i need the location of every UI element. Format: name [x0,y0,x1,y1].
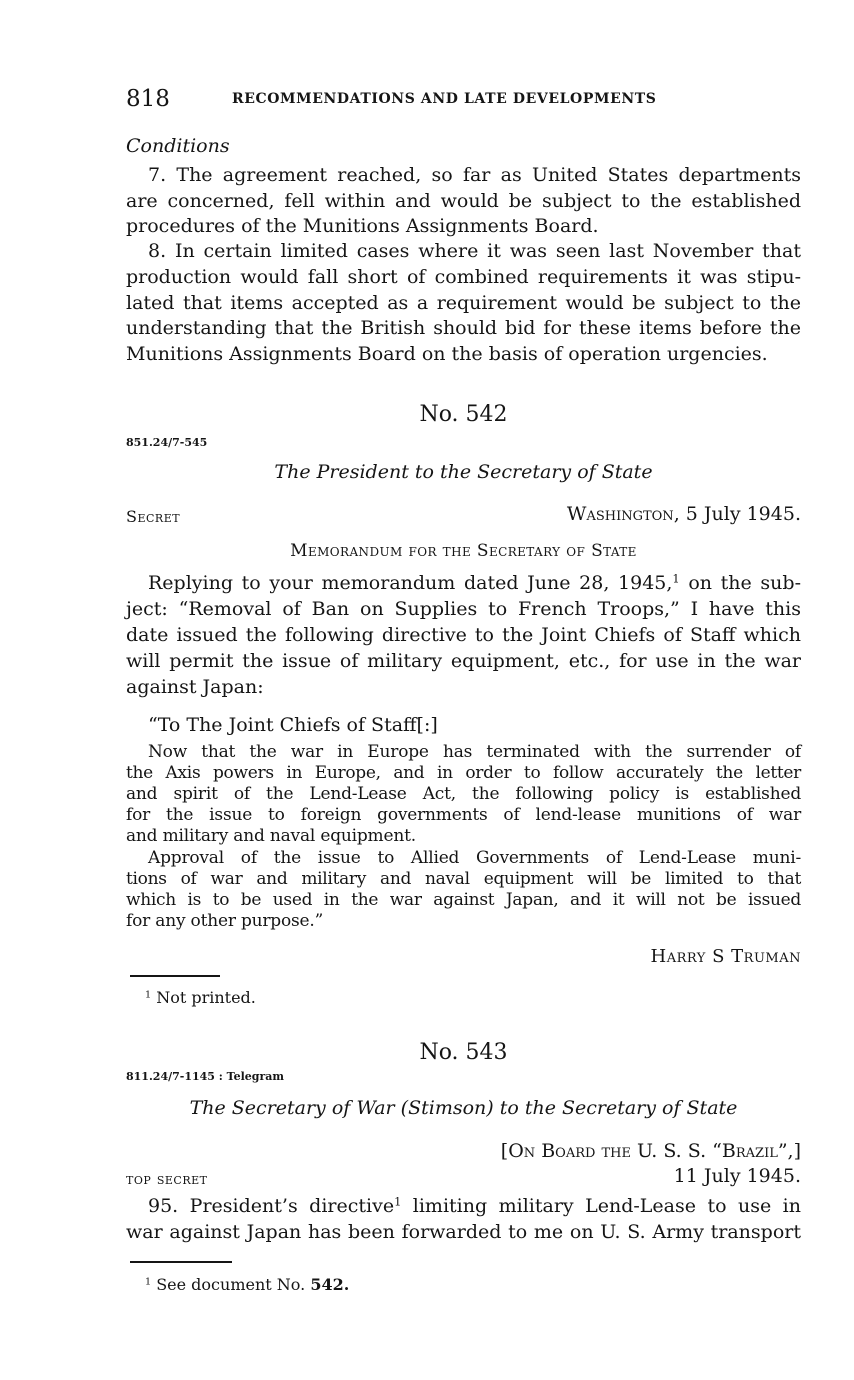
text-line: tions of war and military and naval equipment will be limited to that [126,869,801,889]
title-name: Stimson [408,1097,487,1119]
footnote-text: Not printed. [151,988,256,1007]
file-reference: 851.24/7-545 [126,436,208,449]
text-line: and spirit of the Lend-Lease Act, the following policy is established [126,784,801,804]
text-line: ject: “Removal of Ban on Supplies to French Troops,” I have this [126,598,801,620]
date: , 5 July 1945. [673,503,801,525]
text-line: Now that the war in Europe has terminated with the surrender of [148,742,801,762]
signature: Harry S Truman [650,946,801,967]
text-line: for the issue to foreign governments of lend-lease munitions of war [126,805,801,825]
title-span: ) to the Secretary of State [486,1097,738,1119]
text-line: 8. In certain limited cases where it was seen last November that [148,240,801,262]
footnote-ref: 1 [394,1194,402,1209]
text-line [148,1195,801,1217]
date: 11 July 1945. [673,1165,801,1187]
text-line: lated that items accepted as a requirement would be subject to the [126,292,801,314]
conditions-heading: Conditions [126,135,230,157]
text-line: understanding that the British should bid for these items before the [126,317,801,339]
text-line: will permit the issue of military equipment, etc., for use in the war [126,650,801,672]
footnote-mark: 1 [145,989,152,1001]
text-line: Approval of the issue to Allied Governments of Lend-Lease muni- [148,848,801,868]
text-span: on the sub- [679,572,801,594]
classification: top secret [126,1169,208,1188]
text-line: against Japan: [126,676,264,698]
quote-salutation: “To The Joint Chiefs of Staff[:] [148,714,438,736]
file-reference: 811.24/7-1145 : Telegram [126,1070,285,1083]
footnote [145,988,256,1007]
running-title: RECOMMENDATIONS AND LATE DEVELOPMENTS [232,91,657,107]
footnote-ref: 1 [672,571,680,586]
text-line: and military and naval equipment. [126,826,416,846]
footnote-rule [130,975,220,977]
text-line: the Axis powers in Europe, and in order to follow accurately the letter [126,763,801,783]
text-line: date issued the following directive to the Joint Chiefs of Staff which [126,624,801,646]
text-line: which is to be used in the war against Japan, and it will not be issued [126,890,801,910]
text-span: Replying to your memorandum dated June 28, 1945, [148,572,673,594]
footnote-text: See document No. [151,1275,311,1294]
dateline [520,503,801,525]
footnote-rule [130,1261,232,1263]
page-number: 818 [126,86,170,112]
document-number: No. 542 [419,402,508,427]
memo-heading: Memorandum for the Secretary of State [290,541,637,561]
text-line: Munitions Assignments Board on the basis of operation urgencies. [126,343,768,365]
text-line: 7. The agreement reached, so far as United States departments [148,164,801,186]
text-line: production would fall short of combined requirements it was stipu- [126,266,801,288]
text-line: are concerned, fell within and would be subject to the established [126,190,801,212]
place: Washington [566,503,674,525]
footnote [145,1275,349,1294]
text-line: war against Japan has been forwarded to me on U. S. Army transport [126,1221,801,1243]
document-title: The President to the Secretary of State [274,461,653,483]
place-line: [On Board the U. S. S. “Brazil”,] [500,1140,801,1162]
text-span: 95. President’s directive [148,1195,395,1217]
document-number: No. 543 [419,1040,508,1065]
footnote-mark: 1 [145,1276,152,1288]
text-line: procedures of the Munitions Assignments Board. [126,215,599,237]
footnote-doc-ref: 542. [310,1275,350,1294]
text-line: for any other purpose.” [126,911,324,931]
text-line [148,572,801,594]
title-span: The Secretary of War ( [189,1097,409,1119]
document-title [126,1097,801,1119]
classification: Secret [126,507,181,526]
text-span: limiting military Lend-Lease to use in [401,1195,801,1217]
